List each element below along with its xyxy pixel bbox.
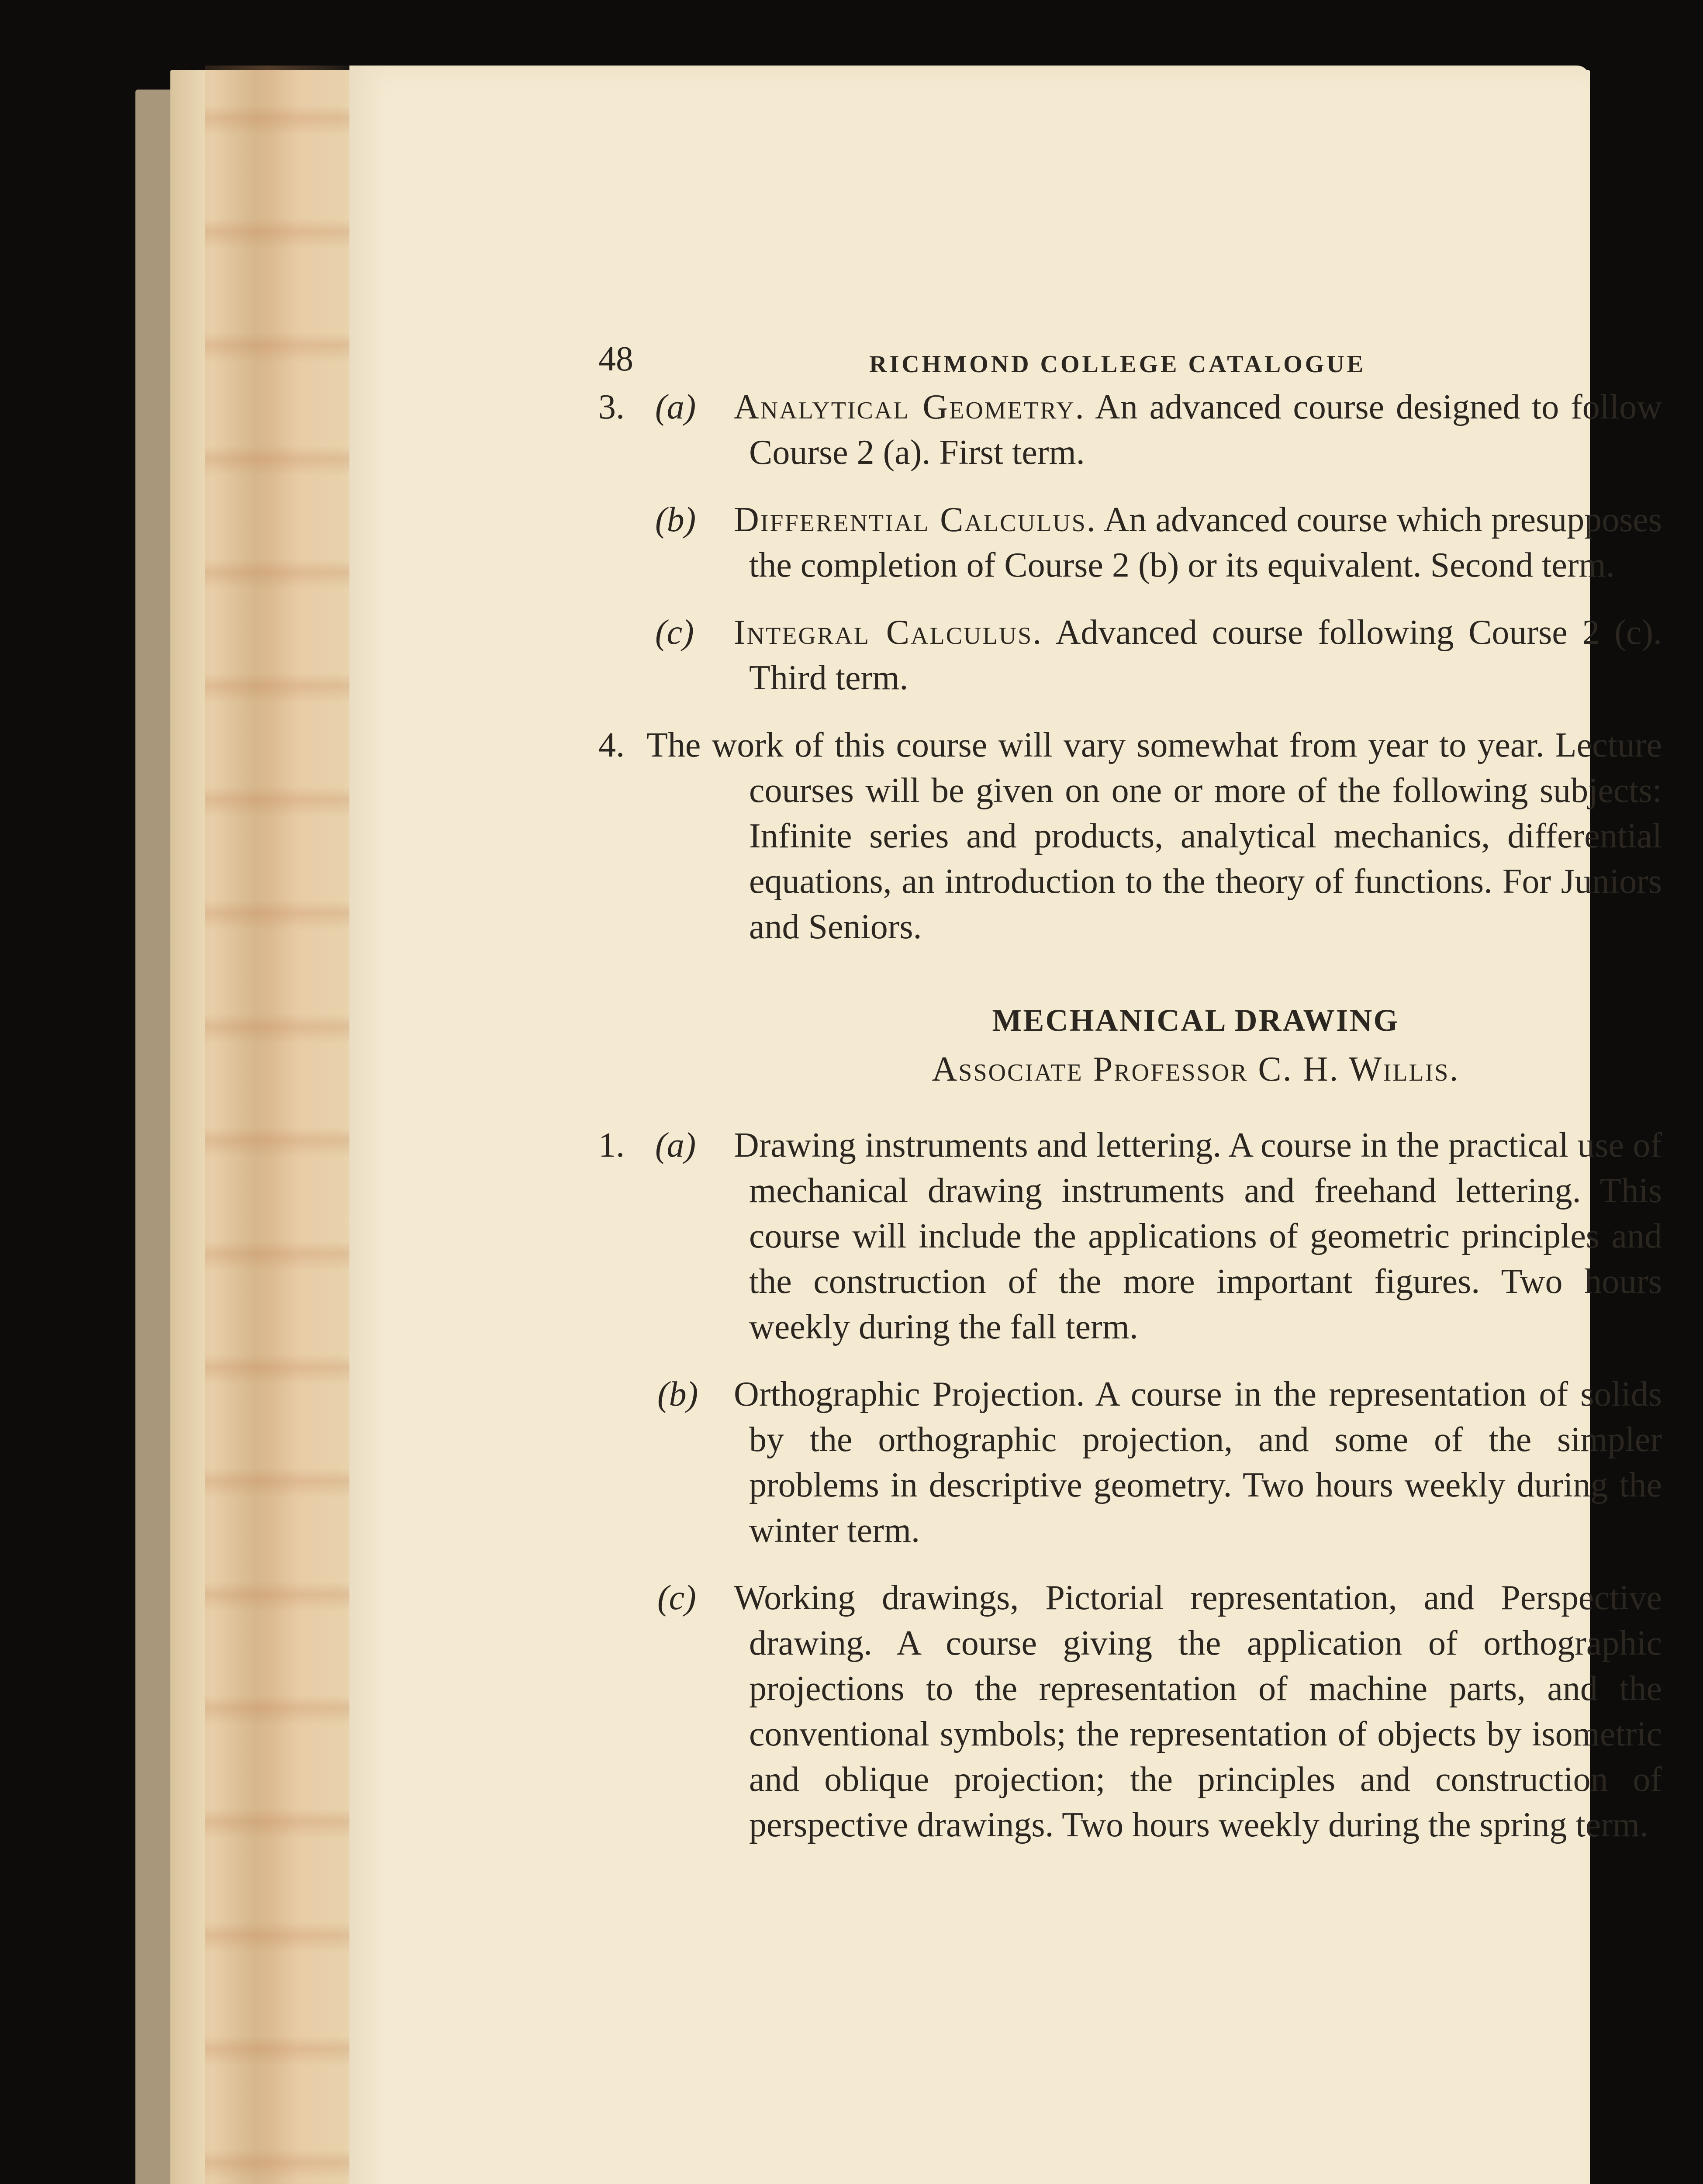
course-text: The work of this course will vary somewhat from year to year. Lecture courses will be given on one or more of the following subjects: Infinite series and products, analytical mechanics, differential equations, an introduction to the theory of functions. For Juniors and Seniors. [646, 726, 1662, 946]
foxed-page-edges [205, 66, 363, 2184]
course-3c [598, 610, 1662, 701]
course-3b [598, 497, 1662, 588]
course-title: Analytical Geometry. [734, 388, 1085, 426]
course-4 [598, 722, 1662, 950]
course-number: 1. [598, 1126, 625, 1165]
section-professor: Associate Professor C. H. Willis. [932, 1050, 1460, 1089]
course-text: Advanced course following Course 2 (c). Third term. [749, 613, 1662, 697]
course-letter: (c) [657, 1579, 696, 1617]
running-head: RICHMOND COLLEGE CATALOGUE [869, 351, 1366, 378]
course-text: Orthographic Projection. A course in the representation of solids by the orthographic projection, and some of the simpler problems in descriptive geometry. Two hours weekly during the winter term. [734, 1375, 1662, 1550]
course-text: Working drawings, Pictorial representation, and Perspective drawing. A course giving the application of orthographic projections to the representation of machine parts, and the conventional symbols; the representation of objects by isometric and oblique projection; the principles and construction of perspective drawings. Two hours weekly during the spring term. [734, 1579, 1662, 1844]
course-number: 4. [598, 726, 625, 764]
course-number: 3. [598, 388, 625, 426]
drawing-course-1b [598, 1372, 1662, 1553]
course-3a [598, 384, 1662, 475]
page-content [598, 323, 1662, 1870]
course-text: Drawing instruments and lettering. A course in the practical use of mechanical drawing instruments and freehand lettering. This course will include the applications of geometric principles and the construction of the more important figures. Two hours weekly during the fall term. [734, 1126, 1662, 1346]
course-text: An advanced course which presupposes the completion of Course 2 (b) or its equivalent. Second term. [749, 501, 1662, 584]
course-letter: (a) [655, 1126, 696, 1165]
course-title: Integral Calculus. [734, 613, 1043, 652]
course-letter: (b) [657, 1375, 698, 1413]
page-header [598, 323, 1662, 376]
drawing-course-1c [598, 1575, 1662, 1848]
course-title: Differential Calculus. [734, 501, 1097, 539]
section-title: MECHANICAL DRAWING [992, 1003, 1399, 1038]
course-letter: (b) [655, 501, 696, 539]
course-letter: (a) [655, 388, 696, 426]
course-text: An advanced course designed to follow Course 2 (a). First term. [749, 388, 1662, 472]
page-number: 48 [598, 340, 633, 378]
course-letter: (c) [655, 613, 694, 652]
drawing-course-1a [598, 1123, 1662, 1350]
